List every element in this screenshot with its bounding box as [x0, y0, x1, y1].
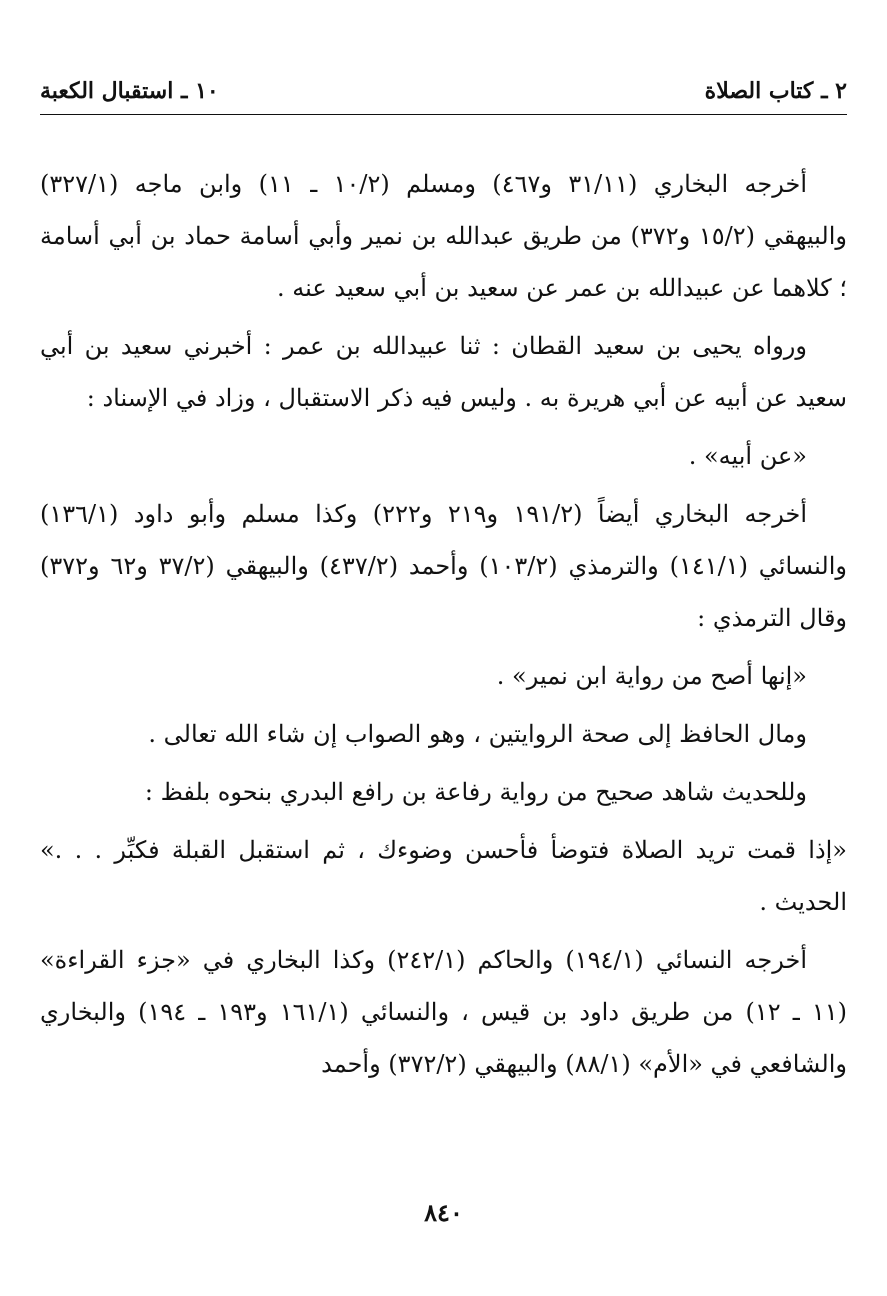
paragraph-9: أخرجه النسائي (١٩٤/١) والحاكم (٢٤٢/١) وكذا البخاري في «جزء القراءة» (١١ ـ ١٢) من طريق داود بن قيس ، والنسائي (١٦١/١ و١٩٣ ـ ١٩٤) والبخاري والشافعي في «الأم» (٨٨/١) والبيهقي (٣٧٢/٢) وأحمد [40, 946, 848, 1078]
paragraph-4: أخرجه البخاري أيضاً (١٩١/٢ و٢١٩ و٢٢٢) وكذا مسلم وأبو داود (١٣٦/١) والنسائي (١٤١/١) والترمذي (١٠٣/٢) وأحمد (٤٣٧/٢) والبيهقي (٣٧/٢ و٦٢ و٣٧٢) وقال الترمذي : [40, 500, 847, 632]
paragraph-1: أخرجه البخاري (٣١/١١ و٤٦٧) ومسلم (١٠/٢ ـ ١١) وابن ماجه (٣٢٧/١) والبيهقي (١٥/٢ و٣٧٢) من طريق عبدالله بن نمير وأبي أسامة حماد بن أبي أسامة ؛ كلاهما عن عبيدالله بن عمر عن سعيد بن أبي سعيد عنه . [40, 170, 847, 302]
header-divider [40, 114, 847, 115]
section-title: ١٠ ـ استقبال الكعبة [40, 78, 219, 104]
paragraph-2: ورواه يحيى بن سعيد القطان : ثنا عبيدالله بن عمر : أخبرني سعيد بن أبي سعيد عن أبيه عن أبي هريرة به . وليس فيه ذكر الاستقبال ، وزاد في الإسناد : [40, 332, 847, 412]
chapter-title: ٢ ـ كتاب الصلاة [704, 78, 847, 104]
paragraph-5: «إنها أصح من رواية ابن نمير» . [496, 662, 807, 690]
paragraph-7: وللحديث شاهد صحيح من رواية رفاعة بن رافع البدري بنحوه بلفظ : [144, 778, 807, 806]
running-header [40, 70, 847, 116]
paragraph-6: ومال الحافظ إلى صحة الروايتين ، وهو الصواب إن شاء الله تعالى . [148, 720, 807, 748]
paragraph-8: «إذا قمت تريد الصلاة فتوضأ فأحسن وضوءك ، ثم استقبل القبلة فكبِّر . . .» الحديث . [40, 836, 847, 916]
page-number: ٨٤٠ [424, 1198, 463, 1227]
paragraph-3: «عن أبيه» . [688, 442, 807, 470]
page-body [40, 158, 847, 1096]
